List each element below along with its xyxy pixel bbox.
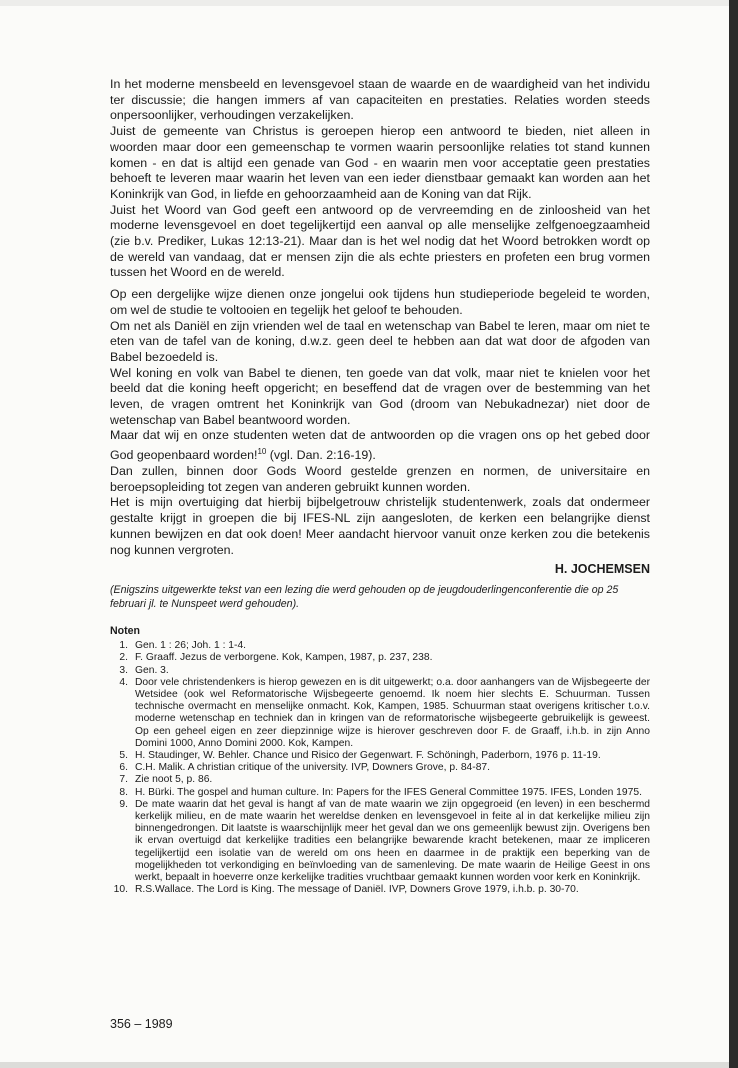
note-text: H. Staudinger, W. Behler. Chance und Risico der Gegenwart. F. Schöningh, Paderborn, 1976 p. 11-19. (135, 750, 601, 762)
paragraph-text: Maar dat wij en onze studenten weten dat de antwoorden op die vragen ons op het gebed door God geopenbaard worden! (110, 428, 650, 463)
note-item (110, 884, 650, 896)
note-text: Zie noot 5, p. 86. (135, 774, 213, 786)
notes-heading: Noten (110, 625, 141, 638)
note-item (110, 652, 650, 664)
paragraph: Op een dergelijke wijze dienen onze jongelui ook tijdens hun studieperiode begeleid te worden, om wel de studie te voltooien en tegelijk het geloof te behouden. (110, 287, 650, 317)
note-text: Gen. 1 : 26; Joh. 1 : 1-4. (135, 640, 247, 652)
note-number: 5. (119, 750, 128, 762)
note-number: 4. (119, 676, 128, 688)
note-item (110, 665, 650, 677)
article-content (110, 77, 650, 896)
note-text: De mate waarin dat het geval is hangt af van de mate waarin we zijn opgegroeid (en leven) in een beschermd kerkelijk milieu, en de mate waarin het wereldse denken en levensgevoel in feite al in dat kerkelijke milieu zijn binnengedrongen. Dit laatste is waarschijnlijk meer het geval dan we ons gemeenlijk bewust zijn. Overigens ben ik ervan overtuigd dat kerkelijke tradities een belangrijke bewarende kracht betekenen, maar ze impliceren tegelijkertijd een isolatie van de wereld om ons heen en daarmee in de praktijk een beperking van de mogelijkheden tot verkondiging en beïnvloeding van de samenleving. De mate waarin de Heilige Geest in ons werkt, bepaalt in hoeverre onze kerkelijke tradities vruchtbaar gemaakt kunnen worden voor kerk en Koninkrijk. (135, 798, 650, 884)
note-number: 8. (119, 786, 128, 798)
paragraph-text-tail: (vgl. Dan. 2:16-19). (266, 448, 376, 463)
note-text: H. Bürki. The gospel and human culture. In: Papers for the IFES General Committee 1975. IFES, Londen 1975. (135, 786, 642, 798)
note-text: Door vele christendenkers is hierop gewezen en is dit uitgewerkt; o.a. door aanhangers van de Wijsbegeerte der Wetsidee (ook wel Reformatorische Wijsbegeerte genoemd. Ik noem hier slechts E. Schuurman. Tussen technische overmacht en menselijke onmacht. Kok, Kampen, 1985. Schuurman staat overigens kritischer t.o.v. moderne wetenschap en techniek dan in kringen van de reformatorische wijsbegeerte gebruikelijk is geweest. Op een geheel eigen en zeer diepzinnige wijze is hierover geschreven door F. de Graaff, i.h.b. in zijn Anno Domini 1000, Anno Domini 2000. Kok, Kampen. (135, 676, 650, 749)
note-item (110, 750, 650, 762)
note-item (110, 762, 650, 774)
author-signature: H. JOCHEMSEN (554, 562, 650, 577)
note-item (110, 787, 650, 799)
note-number: 2. (119, 652, 128, 664)
note-item (110, 640, 650, 652)
note-text: R.S.Wallace. The Lord is King. The message of Daniël. IVP, Downers Grove 1979, i.h.b. p. 30-70. (135, 884, 579, 896)
scan-edge-right (729, 0, 738, 1068)
note-number: 3. (119, 664, 128, 676)
paragraph: Wel koning en volk van Babel te dienen, ten goede van dat volk, maar niet te knielen voor het beeld dat die koning heeft opgericht; en beseffend dat de vragen over de bestemming van het leven, de vragen omtrent het Koninkrijk van God (droom van Nebukadnezar) niet door de wetenschap van Babel beantwoord worden. (110, 365, 650, 427)
paragraph: Het is mijn overtuiging dat hierbij bijbelgetrouw christelijk studentenwerk, zoals dat ondermeer gestalte krijgt in groepen die bij IFES-NL zijn aangesloten, de kerken een belangrijke dienst kunnen bewijzen en dat ook doen! Meer aandacht hiervoor vanuit onze kerken zou die betekenis nog kunnen vergroten. (110, 495, 650, 557)
scan-edge-bottom (0, 1062, 729, 1068)
source-caption: (Enigszins uitgewerkte tekst van een lezing die werd gehouden op de jeugdouderlingenconferentie die op 25 februari jl. te Nunspeet werd gehouden). (110, 584, 619, 611)
note-item (110, 677, 650, 750)
page-number: 356 – 1989 (110, 1017, 173, 1031)
note-text: Gen. 3. (135, 664, 169, 676)
paragraph: Dan zullen, binnen door Gods Woord gestelde grenzen en normen, de universitaire en beroepsopleiding tot zegen van anderen gebruikt kunnen worden. (110, 464, 650, 494)
paragraph-with-footnote (110, 428, 650, 464)
footnote-reference: 10 (257, 447, 267, 457)
note-number: 7. (119, 774, 128, 786)
note-item (110, 774, 650, 786)
paragraph: Om net als Daniël en zijn vrienden wel de taal en wetenschap van Babel te leren, maar om niet te eten van de tafel van de koning, d.w.z. geen deel te hebben aan dat wat door de afgoden van Babel bezoedeld is. (110, 318, 650, 364)
note-text: F. Graaff. Jezus de verborgene. Kok, Kampen, 1987, p. 237, 238. (135, 652, 433, 664)
scan-edge-top (0, 0, 729, 6)
note-text: C.H. Malik. A christian critique of the university. IVP, Downers Grove, p. 84-87. (135, 762, 491, 774)
paragraph: Juist de gemeente van Christus is geroepen hierop een antwoord te bieden, niet alleen in woorden maar door een gemeenschap te vormen waarin persoonlijke relaties tot stand kunnen komen - en dat is altijd een genade van God - en waarin men voor acceptatie geen prestaties behoeft te leveren maar waarin het leven van een ieder dienstbaar gemaakt kan worden aan het Koninkrijk van God, in liefde en gehoorzaamheid aan de Koning van dat Rijk. (110, 124, 650, 201)
note-number: 6. (119, 762, 128, 774)
note-number: 1. (119, 640, 128, 652)
note-item (110, 799, 650, 884)
notes-list (110, 640, 650, 896)
paragraph: Juist het Woord van God geeft een antwoord op de vervreemding en de zinloosheid van het moderne levensgevoel en doet tegelijkertijd een aanval op alle menselijke zelfgenoegzaamheid (zie b.v. Prediker, Lukas 12:13-21). Maar dan is het wel nodig dat het Woord betrokken wordt op de wereld van vandaag, dat er mensen zijn die als echte priesters en profeten een brug vormen tussen het Woord en de wereld. (110, 202, 650, 280)
paragraph: In het moderne mensbeeld en levensgevoel staan de waarde en de waardigheid van het individu ter discussie; die hangen immers af van capaciteiten en prestaties. Relaties worden steeds onpersoonlijker, verhoudingen verzakelijken. (110, 77, 650, 123)
article-body (110, 77, 650, 558)
note-number: 9. (119, 798, 128, 810)
note-number: 10. (113, 884, 128, 896)
